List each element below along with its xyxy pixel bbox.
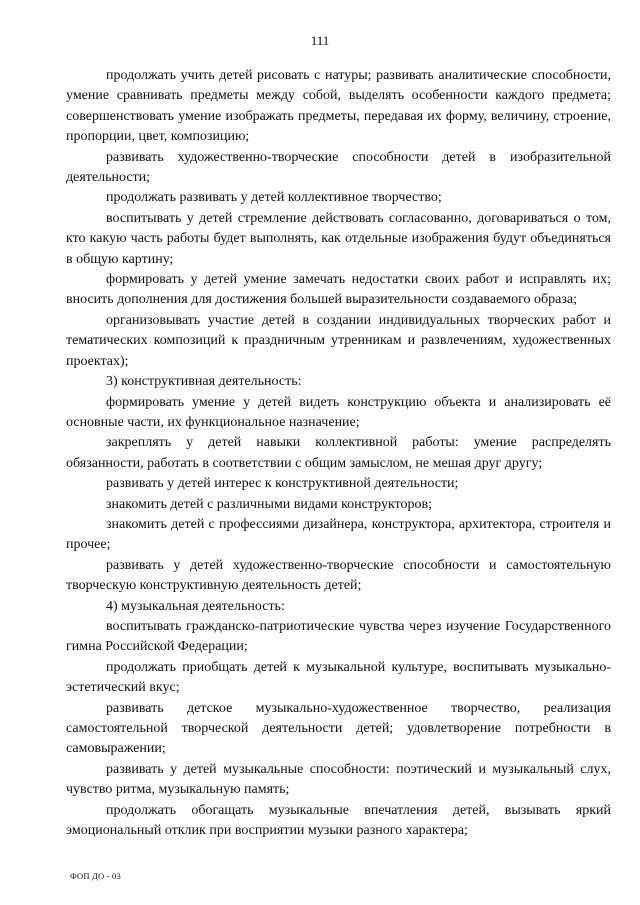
paragraph: формировать у детей умение замечать недостатки своих работ и исправлять их; вносить дополнения для достижения большей выразительности создаваемого образа; [66,272,611,308]
section-heading: 4) музыкальная деятельность: [106,598,285,614]
page-body [66,66,611,841]
paragraph: развивать художественно-творческие способности детей в изобразительной деятельности; [66,149,611,186]
paragraph: закреплять у детей навыки коллективной работы: умение распределять обязанности, работать в соответствии с общим замыслом, не мешая друг другу; [66,435,611,471]
document-code: ФОП ДО - 03 [70,871,121,881]
page-number: 111 [310,33,330,48]
paragraph: развивать детское музыкально-художественное творчество, реализация самостоятельной творческой деятельности детей; удовлетворение потребности в самовыражении; [66,700,611,757]
paragraph: развивать у детей интерес к конструктивной деятельности; [106,476,459,492]
paragraph: воспитывать у детей стремление действовать согласованно, договариваться о том, кто какую часть работы будет выполнять, как отдельные изображения будут объединяться в общую картину; [66,210,611,267]
paragraph: развивать у детей художественно-творческие способности и самостоятельную творческую конструктивную деятельность детей; [66,557,611,594]
paragraph: продолжать развивать у детей коллективное творчество; [106,190,442,206]
paragraph: развивать у детей музыкальные способности: поэтический и музыкальный слух, чувство ритма, музыкальную память; [66,761,611,798]
paragraph: организовывать участие детей в создании индивидуальных творческих работ и тематических композиций к праздничным утренникам и развлечениям, художественных проектах); [66,312,611,369]
paragraph: продолжать учить детей рисовать с натуры; развивать аналитические способности, умение сравнивать предметы между собой, выделять особенности каждого предмета; совершенствовать умение изображать предметы, передавая их форму, величину, строение, пропорции, цвет, композицию; [66,68,611,145]
paragraph: знакомить детей с профессиями дизайнера, конструктора, архитектора, строителя и прочее; [66,516,611,553]
paragraph: продолжать приобщать детей к музыкальной культуре, воспитывать музыкально-эстетический вкус; [66,659,611,696]
paragraph: воспитывать гражданско-патриотические чувства через изучение Государственного гимна Российской Федерации; [66,618,611,655]
section-heading: 3) конструктивная деятельность: [106,374,302,390]
paragraph: продолжать обогащать музыкальные впечатления детей, вызывать яркий эмоциональный отклик при восприятии музыки разного характера; [66,802,611,839]
paragraph: формировать умение у детей видеть конструкцию объекта и анализировать её основные части, их функциональное назначение; [66,394,611,430]
paragraph: знакомить детей с различными видами конструкторов; [106,496,433,512]
